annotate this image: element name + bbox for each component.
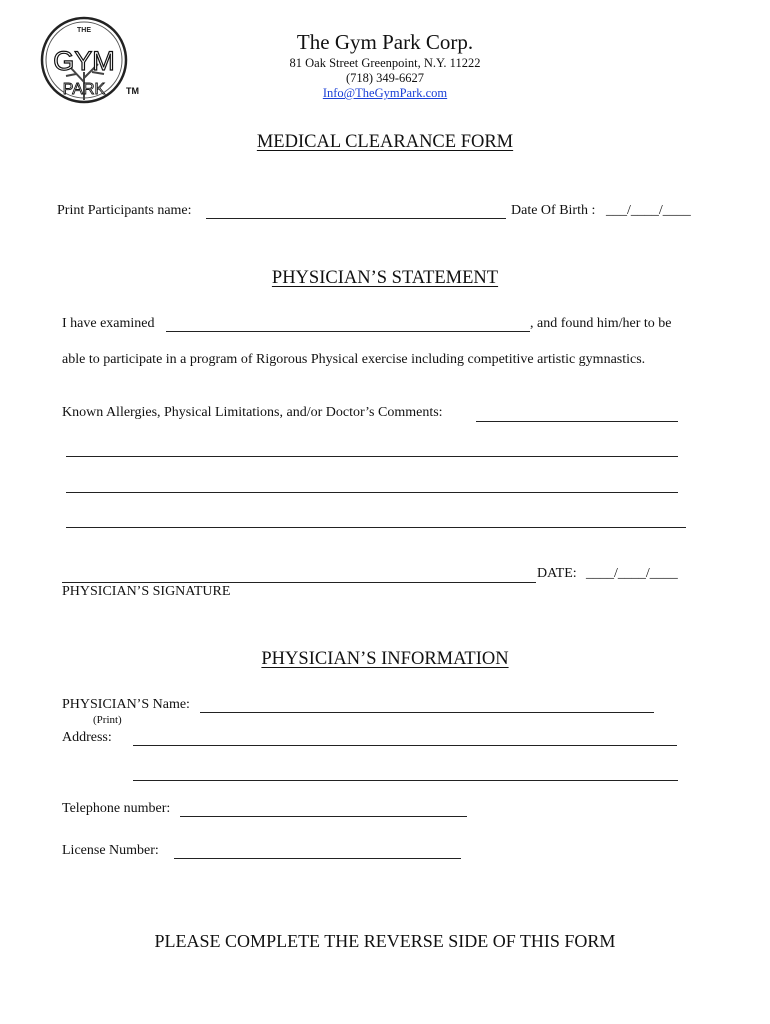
svg-text:TM: TM	[126, 86, 139, 96]
signature-date-label: DATE:	[537, 566, 577, 581]
comments-field-line-4[interactable]	[66, 527, 686, 528]
company-email-link[interactable]: Info@TheGymPark.com	[322, 86, 448, 100]
comments-field-line-1[interactable]	[476, 421, 678, 422]
signature-date-field[interactable]: ____/____/____	[586, 566, 678, 581]
license-label: License Number:	[62, 843, 159, 858]
company-phone: (718) 349-6627	[345, 71, 425, 85]
license-field[interactable]	[174, 858, 461, 859]
physician-signature-field[interactable]	[62, 582, 536, 583]
participant-name-label: Print Participants name:	[57, 203, 192, 218]
company-email-row	[0, 86, 770, 101]
svg-text:PARK: PARK	[62, 81, 106, 98]
physician-signature-label: PHYSICIAN’S SIGNATURE	[62, 584, 231, 599]
svg-text:GYM: GYM	[53, 46, 115, 76]
physician-information-heading: PHYSICIAN’S INFORMATION	[261, 649, 509, 669]
company-address: 81 Oak Street Greenpoint, N.Y. 11222	[289, 56, 481, 70]
svg-text:THE: THE	[77, 27, 91, 34]
address-field-line-1[interactable]	[133, 745, 677, 746]
print-note: (Print)	[93, 714, 122, 726]
comments-label: Known Allergies, Physical Limitations, and/or Doctor’s Comments:	[62, 405, 443, 420]
telephone-field[interactable]	[180, 816, 467, 817]
physician-name-label: PHYSICIAN’S Name:	[62, 697, 190, 712]
company-name: The Gym Park Corp.	[296, 30, 474, 54]
participant-name-field[interactable]	[206, 218, 506, 219]
able-statement: able to participate in a program of Rigorous Physical exercise including competitive artistic gymnastics.	[62, 352, 646, 367]
examined-suffix: , and found him/her to be	[530, 316, 672, 331]
address-field-line-2[interactable]	[133, 780, 678, 781]
examined-prefix: I have examined	[62, 316, 155, 331]
dob-label: Date Of Birth :	[511, 203, 596, 218]
telephone-label: Telephone number:	[62, 801, 171, 816]
physician-statement-heading: PHYSICIAN’S STATEMENT	[271, 268, 499, 288]
comments-field-line-3[interactable]	[66, 492, 678, 493]
address-label: Address:	[62, 730, 112, 745]
dob-field[interactable]: ___/____/____	[606, 203, 691, 218]
physician-name-field[interactable]	[200, 712, 654, 713]
examined-name-field[interactable]	[166, 331, 530, 332]
form-title: MEDICAL CLEARANCE FORM	[256, 132, 514, 152]
reverse-side-notice: PLEASE COMPLETE THE REVERSE SIDE OF THIS FORM	[154, 931, 616, 951]
comments-field-line-2[interactable]	[66, 456, 678, 457]
